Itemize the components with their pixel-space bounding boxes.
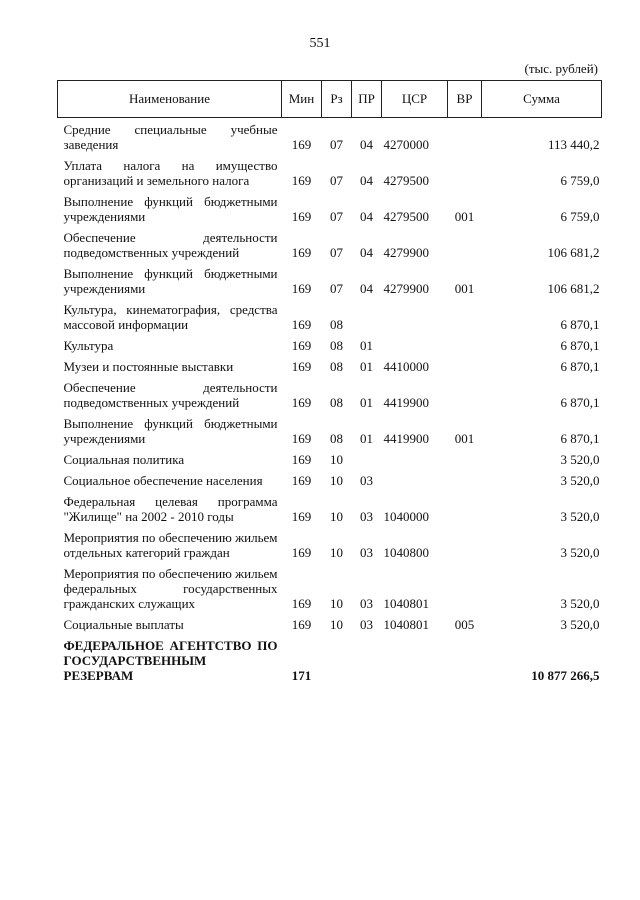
cell-rz: 08 <box>330 338 343 353</box>
table-row <box>58 613 602 634</box>
cell-sum: 6 870,1 <box>560 431 600 446</box>
cell-min: 169 <box>291 395 312 410</box>
cell-min: 169 <box>291 317 312 332</box>
cell-pr: 04 <box>360 281 373 296</box>
table-row <box>58 562 602 613</box>
cell-rz <box>322 634 352 685</box>
cell-sum: 6 870,1 <box>560 395 600 410</box>
cell-csr <box>382 334 448 355</box>
cell-sum: 3 520,0 <box>560 617 600 632</box>
cell-sum: 3 520,0 <box>560 452 600 467</box>
cell-rz: 10 <box>330 509 343 524</box>
cell-sum: 6 759,0 <box>560 209 600 224</box>
cell-vr <box>448 469 482 490</box>
cell-csr <box>382 448 448 469</box>
cell-vr <box>448 448 482 469</box>
cell-vr: 001 <box>454 431 475 446</box>
cell-name: Выполнение функций бюджетными учреждениями <box>63 266 278 296</box>
cell-sum: 3 520,0 <box>560 545 600 560</box>
cell-name: Культура <box>63 338 114 353</box>
cell-pr: 01 <box>360 431 373 446</box>
cell-pr: 04 <box>360 245 373 260</box>
table-row <box>58 118 602 155</box>
cell-name: Уплата налога на имущество организаций и земельного налога <box>63 158 278 188</box>
cell-pr: 03 <box>360 617 373 632</box>
cell-vr <box>448 355 482 376</box>
table-header-row <box>58 81 602 118</box>
cell-vr <box>448 226 482 262</box>
cell-min: 169 <box>291 281 312 296</box>
table-row <box>58 334 602 355</box>
cell-csr: 1040801 <box>383 596 429 611</box>
cell-vr: 001 <box>454 281 475 296</box>
cell-rz: 10 <box>330 617 343 632</box>
table-row <box>58 154 602 190</box>
cell-name: Обеспечение деятельности подведомственных учреждений <box>63 230 278 260</box>
cell-rz: 08 <box>330 395 343 410</box>
table-row <box>58 226 602 262</box>
cell-csr <box>382 298 448 334</box>
table-row <box>58 634 602 685</box>
cell-sum: 6 870,1 <box>560 359 600 374</box>
cell-rz: 10 <box>330 452 343 467</box>
cell-name: Выполнение функций бюджетными учреждениями <box>63 416 278 446</box>
cell-name: Мероприятия по обеспечению жильем отдельных категорий граждан <box>63 530 278 560</box>
cell-name: Социальная политика <box>63 452 185 467</box>
cell-sum: 10 877 266,5 <box>531 668 600 683</box>
unit-note: (тыс. рублей) <box>524 61 598 76</box>
cell-rz: 07 <box>330 281 343 296</box>
cell-min: 169 <box>291 338 312 353</box>
cell-sum: 113 440,2 <box>547 137 600 152</box>
table-row <box>58 355 602 376</box>
cell-csr: 1040801 <box>383 617 429 632</box>
cell-csr <box>382 469 448 490</box>
cell-name: Средние специальные учебные заведения <box>63 122 278 152</box>
cell-name: Культура, кинематография, средства массовой информации <box>63 302 278 332</box>
table-row <box>58 298 602 334</box>
table-row <box>58 490 602 526</box>
cell-csr: 4279900 <box>383 245 429 260</box>
cell-csr <box>382 634 448 685</box>
cell-min: 169 <box>291 431 312 446</box>
cell-rz: 07 <box>330 209 343 224</box>
cell-name: Музеи и постоянные выставки <box>63 359 234 374</box>
cell-csr: 4270000 <box>383 137 429 152</box>
cell-rz: 07 <box>330 245 343 260</box>
header-pr: ПР <box>352 81 382 118</box>
cell-min: 169 <box>291 137 312 152</box>
table-row <box>58 412 602 448</box>
cell-pr: 03 <box>360 545 373 560</box>
cell-pr: 01 <box>360 338 373 353</box>
cell-pr: 03 <box>360 509 373 524</box>
cell-pr: 03 <box>360 596 373 611</box>
budget-table <box>57 80 602 685</box>
table-row <box>58 376 602 412</box>
cell-name: ФЕДЕРАЛЬНОЕ АГЕНТСТВО ПО ГОСУДАРСТВЕННЫМ РЕЗЕРВАМ <box>63 638 278 683</box>
cell-pr <box>352 448 382 469</box>
cell-pr: 04 <box>360 209 373 224</box>
cell-pr: 01 <box>360 395 373 410</box>
cell-rz: 10 <box>330 596 343 611</box>
cell-pr <box>352 298 382 334</box>
cell-sum: 6 870,1 <box>560 317 600 332</box>
header-sum: Сумма <box>482 81 602 118</box>
table-row <box>58 448 602 469</box>
cell-name: Социальные выплаты <box>63 617 184 632</box>
cell-vr <box>448 562 482 613</box>
cell-name: Социальное обеспечение населения <box>63 473 263 488</box>
cell-sum: 3 520,0 <box>560 596 600 611</box>
cell-min: 171 <box>291 668 312 683</box>
cell-vr <box>448 118 482 155</box>
page-number: 551 <box>309 36 331 51</box>
cell-vr <box>448 154 482 190</box>
cell-csr: 4279500 <box>383 209 429 224</box>
cell-pr: 04 <box>360 173 373 188</box>
cell-csr: 4419900 <box>383 431 429 446</box>
cell-vr <box>448 298 482 334</box>
cell-vr: 005 <box>454 617 475 632</box>
cell-name: Федеральная целевая программа "Жилище" на 2002 - 2010 годы <box>63 494 278 524</box>
cell-vr <box>448 334 482 355</box>
cell-name: Выполнение функций бюджетными учреждениями <box>63 194 278 224</box>
cell-vr <box>448 634 482 685</box>
header-min: Мин <box>282 81 322 118</box>
cell-sum: 106 681,2 <box>547 245 600 260</box>
cell-min: 169 <box>291 509 312 524</box>
cell-vr: 001 <box>454 209 475 224</box>
cell-min: 169 <box>291 359 312 374</box>
cell-sum: 6 759,0 <box>560 173 600 188</box>
header-rz: Рз <box>322 81 352 118</box>
cell-vr <box>448 526 482 562</box>
cell-name: Мероприятия по обеспечению жильем федеральных государственных гражданских служащих <box>63 566 278 611</box>
cell-min: 169 <box>291 245 312 260</box>
cell-min: 169 <box>291 596 312 611</box>
cell-min: 169 <box>291 473 312 488</box>
cell-rz: 08 <box>330 359 343 374</box>
cell-rz: 10 <box>330 473 343 488</box>
cell-csr: 1040000 <box>383 509 429 524</box>
table-row <box>58 469 602 490</box>
cell-rz: 07 <box>330 137 343 152</box>
cell-csr: 4419900 <box>383 395 429 410</box>
cell-min: 169 <box>291 173 312 188</box>
cell-min: 169 <box>291 452 312 467</box>
cell-csr: 1040800 <box>383 545 429 560</box>
cell-rz: 07 <box>330 173 343 188</box>
cell-min: 169 <box>291 209 312 224</box>
cell-rz: 08 <box>330 317 343 332</box>
cell-vr <box>448 376 482 412</box>
cell-pr <box>352 634 382 685</box>
cell-pr: 03 <box>360 473 373 488</box>
cell-pr: 01 <box>360 359 373 374</box>
cell-rz: 08 <box>330 431 343 446</box>
header-csr: ЦСР <box>382 81 448 118</box>
table-row <box>58 262 602 298</box>
table-row <box>58 190 602 226</box>
cell-sum: 6 870,1 <box>560 338 600 353</box>
table-row <box>58 526 602 562</box>
header-vr: ВР <box>448 81 482 118</box>
cell-csr: 4279500 <box>383 173 429 188</box>
cell-min: 169 <box>291 617 312 632</box>
cell-csr: 4410000 <box>383 359 429 374</box>
cell-sum: 3 520,0 <box>560 509 600 524</box>
cell-name: Обеспечение деятельности подведомственных учреждений <box>63 380 278 410</box>
cell-csr: 4279900 <box>383 281 429 296</box>
cell-sum: 106 681,2 <box>547 281 600 296</box>
cell-pr: 04 <box>360 137 373 152</box>
cell-sum: 3 520,0 <box>560 473 600 488</box>
header-name: Наименование <box>58 81 282 118</box>
cell-vr <box>448 490 482 526</box>
cell-min: 169 <box>291 545 312 560</box>
cell-rz: 10 <box>330 545 343 560</box>
